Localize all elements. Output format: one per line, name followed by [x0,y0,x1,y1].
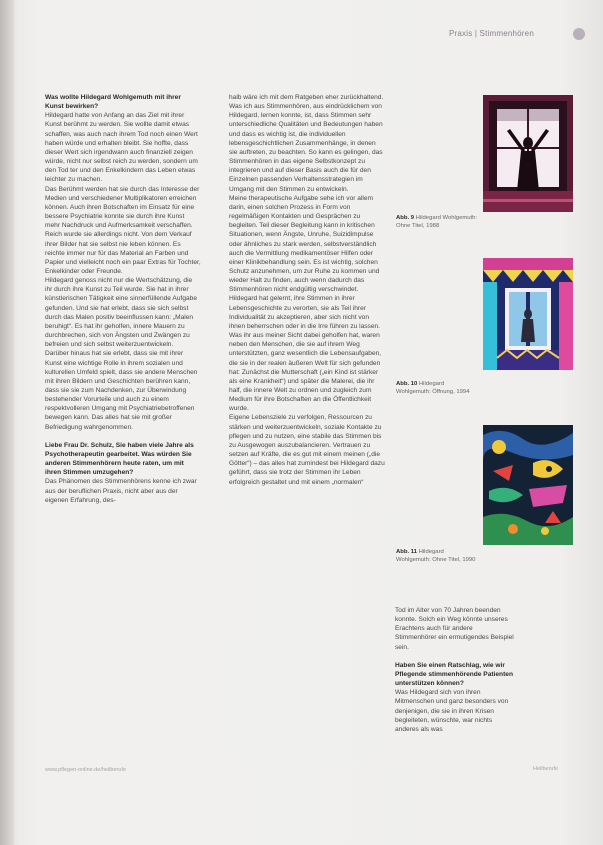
article-paragraph: Tod im Alter von 70 Jahren beenden konnte. Solch ein Weg könnte unseres Erachtens auch für andere Stimmenhörer ein ermutigendes Beispiel sein. [395,607,514,651]
footer-magazine-name: Heilberufe [533,766,559,772]
figure-caption-2 [396,380,480,396]
article-paragraph: Das Phänomen des Stimmenhörens kenne ich zwar aus der beruflichen Praxis, nicht aber aus der eigenen Erfahrung, des- [45,478,197,504]
interview-question: Liebe Frau Dr. Schulz, Sie haben viele Jahre als Psychotherapeutin gearbeitet. Was würden Sie anderen Stimmenhörern heute raten, um mit ihren Stimmen umzugehen? [45,441,194,477]
article-paragraph: Eigene Lebensziele zu verfolgen, Ressourcen zu stärken und weiterzuentwickeln, soziale Kontakte zu pflegen und zu nutzen, eine stabile das Stimmen bis zu Ausgewogen auszubalancieren. Vertrauen zu setzen auf Kräfte, die es gut mit einem meinen („die Götter“) – das alles hat zumindest bei Hildegard dazu geführt, dass sie trotz der Stimmen ihr Leben erfolgreich gestaltet und mit einem „normalen“ [229,414,385,486]
article-column-2 [229,93,385,753]
footer-url: www.pflegen-online.de/heilberufe [45,767,127,773]
figure-caption-3 [396,548,480,564]
article-paragraph: Darüber hinaus hat sie erlebt, dass sie mit ihrer Kunst eine wichtige Rolle in ihrem sozialen und kulturellen Umfeld spielt, dass sie andere Menschen mit ihren Bildern und Geschichten berühren kann, dass sie sie zum Nachdenken, zur Überwindung bestehender Vorurteile und auch zu einem respektvolleren Umgang mit Psychiatriebetroffenen bewegen kann. Das alles hat sie mit großer Befriedigung wahrgenommen. [45,350,198,431]
interview-question: Haben Sie einen Ratschlag, wie wir Pflegende stimmenhörende Patienten unterstützen können? [395,661,513,688]
article-column-1 [45,93,201,783]
page-binding-shadow [0,0,14,845]
figure-caption-text: Hildegard Wohlgemuth: Ohne Titel, 1988 [396,215,478,229]
article-paragraph: Hildegard hat gelernt, ihre Stimmen in ihrer Lebensgeschichte zu verorten, sie als Teil ihrer Individualität zu akzeptieren, aber sich nicht von ihnen beherrschen oder in die Irre führen zu lassen. Was ihr aus meiner Sicht dabei geholfen hat, waren neben den Menschen, die sie auf ihrem Weg unterstützten, ganz wesentlich die Lebensaufgaben, die sie in der realen äußeren Welt für sich gefunden hat: Zunächst die Mutterschaft („ein Kind ist stärker als eine Krankheit“) und später die Malerei, die ihr half, die innere Welt zu ordnen und zugleich zum Medium für ihre Botschaften an die Öffentlichkeit wurde. [229,295,382,413]
window-figure-painting-icon [483,95,573,212]
article-paragraph: Meine therapeutische Aufgabe sehe ich vor allem darin, einen solchen Prozess in Form von regelmäßigen Kontakten und Gesprächen zu begleiten. Teil dieser Begleitung kann in kritischen Situationen, wenn Ängste, Unruhe, Suizidimpulse oder ähnliches zu stark werden, selbstverständlich auch die Vermittlung medikamentöser Hilfen oder einer Klinikbehandlung sein. Es ist wichtig, solchen Schutz anzunehmen, um zur Ruhe zu kommen und wieder Halt zu finden, auch wenn dadurch das Stimmenhören nicht endgültig verschwindet. [229,194,380,294]
figure-caption-text: Hildegard Wohlgemuth: Öffnung, 1994 [396,381,470,395]
artwork-image-1 [483,95,573,212]
article-paragraph: halb wäre ich mit dem Ratgeben eher zurückhaltend. [229,94,384,101]
colorful-abstract-painting-icon [483,425,573,545]
figure-caption-text: Hildegard Wohlgemuth: Ohne Titel, 1990 [396,549,476,563]
section-header: Praxis | Stimmenhören [449,29,534,38]
artwork-image-3 [483,425,573,545]
interview-question: Was wollte Hildegard Wohlgemuth mit ihrer Kunst bewirken? [45,94,181,111]
figure-label: Abb. 10 [396,381,418,387]
article-paragraph: Hildegard hatte von Anfang an das Ziel mit ihrer Kunst berühmt zu werden. Sie wollte damit etwas schaffen, was auch nach ihrem Tod noch einen Wert haben würde und erhalten bleibt. Sie hoffte, dass dieser Wert sich irgendwann auch finanziell zeigen würde, nicht nur selbst reich zu werden, sondern um den Tod ter und den Enkelkindern das Leben etwas leichter zu machen. [45,112,198,184]
article-paragraph: Was ich aus Stimmenhören, aus eindrücklichem von Hildegard, lernen konnte, ist, dass Stimmen sehr unterschiedliche Qualitäten und Bedeutungen haben und dass es wichtig ist, die individuellen lebensgeschichtlichen Zusammenhänge, in denen sie auftreten, zu beachten. So kann es gelingen, das Stimmenhören in das eigene Selbstkonzept zu integrieren und auf dieser Basis auch die für den Einzelnen passenden Verhaltensstrategien im Umgang mit den Stimmen zu entwickeln. [229,103,383,193]
figure-label: Abb. 11 [396,549,417,555]
article-paragraph: Hildegard genoss nicht nur die Wertschätzung, die ihr durch ihre Kunst zu Teil wurde. Sie hat in ihrer künstlerischen Tätigkeit eine sinnerfüllende Aufgabe gefunden. Und sie hat erlebt, dass sie sich selbst durch das Malen positiv beeinflussen kann: „Malen beruhigt“. Es hat ihr geholfen, innere Mauern zu durchbrechen, sich von Ängsten und Zwängen zu befreien und sich selbst weiterzuentwickeln. [45,277,198,349]
figure-caption-1 [396,214,480,230]
article-paragraph: Was Hildegard sich von ihren Mitmenschen und ganz besonders von denjenigen, die sie in ihren Krisen begleiteten, wünschte, war nichts anderes als was [395,689,509,733]
article-paragraph: Das Berühmt werden hat sie durch das Interesse der Medien und verschiedener Multiplikatoren erreichen können. Auch ihren Botschaften im Einsatz für eine bessere Psychiatrie konnte sie durch ihre Kunst mehr Nachdruck und Aufmerksamkeit verschaffen. Reich wurde sie allerdings nicht. Von dem Verkauf ihrer Bilder hat sie selbst nie leben können. Es reichte immer nur für das Material an Farben und Papier und vielleicht noch ein paar Extras für Tochter, Enkelkinder oder Freunde. [45,185,201,275]
artwork-image-2 [483,258,573,370]
article-column-3 [395,606,515,756]
header-page-marker-icon [573,28,585,40]
opening-painting-icon [483,258,573,370]
figure-label: Abb. 9 [396,215,414,221]
